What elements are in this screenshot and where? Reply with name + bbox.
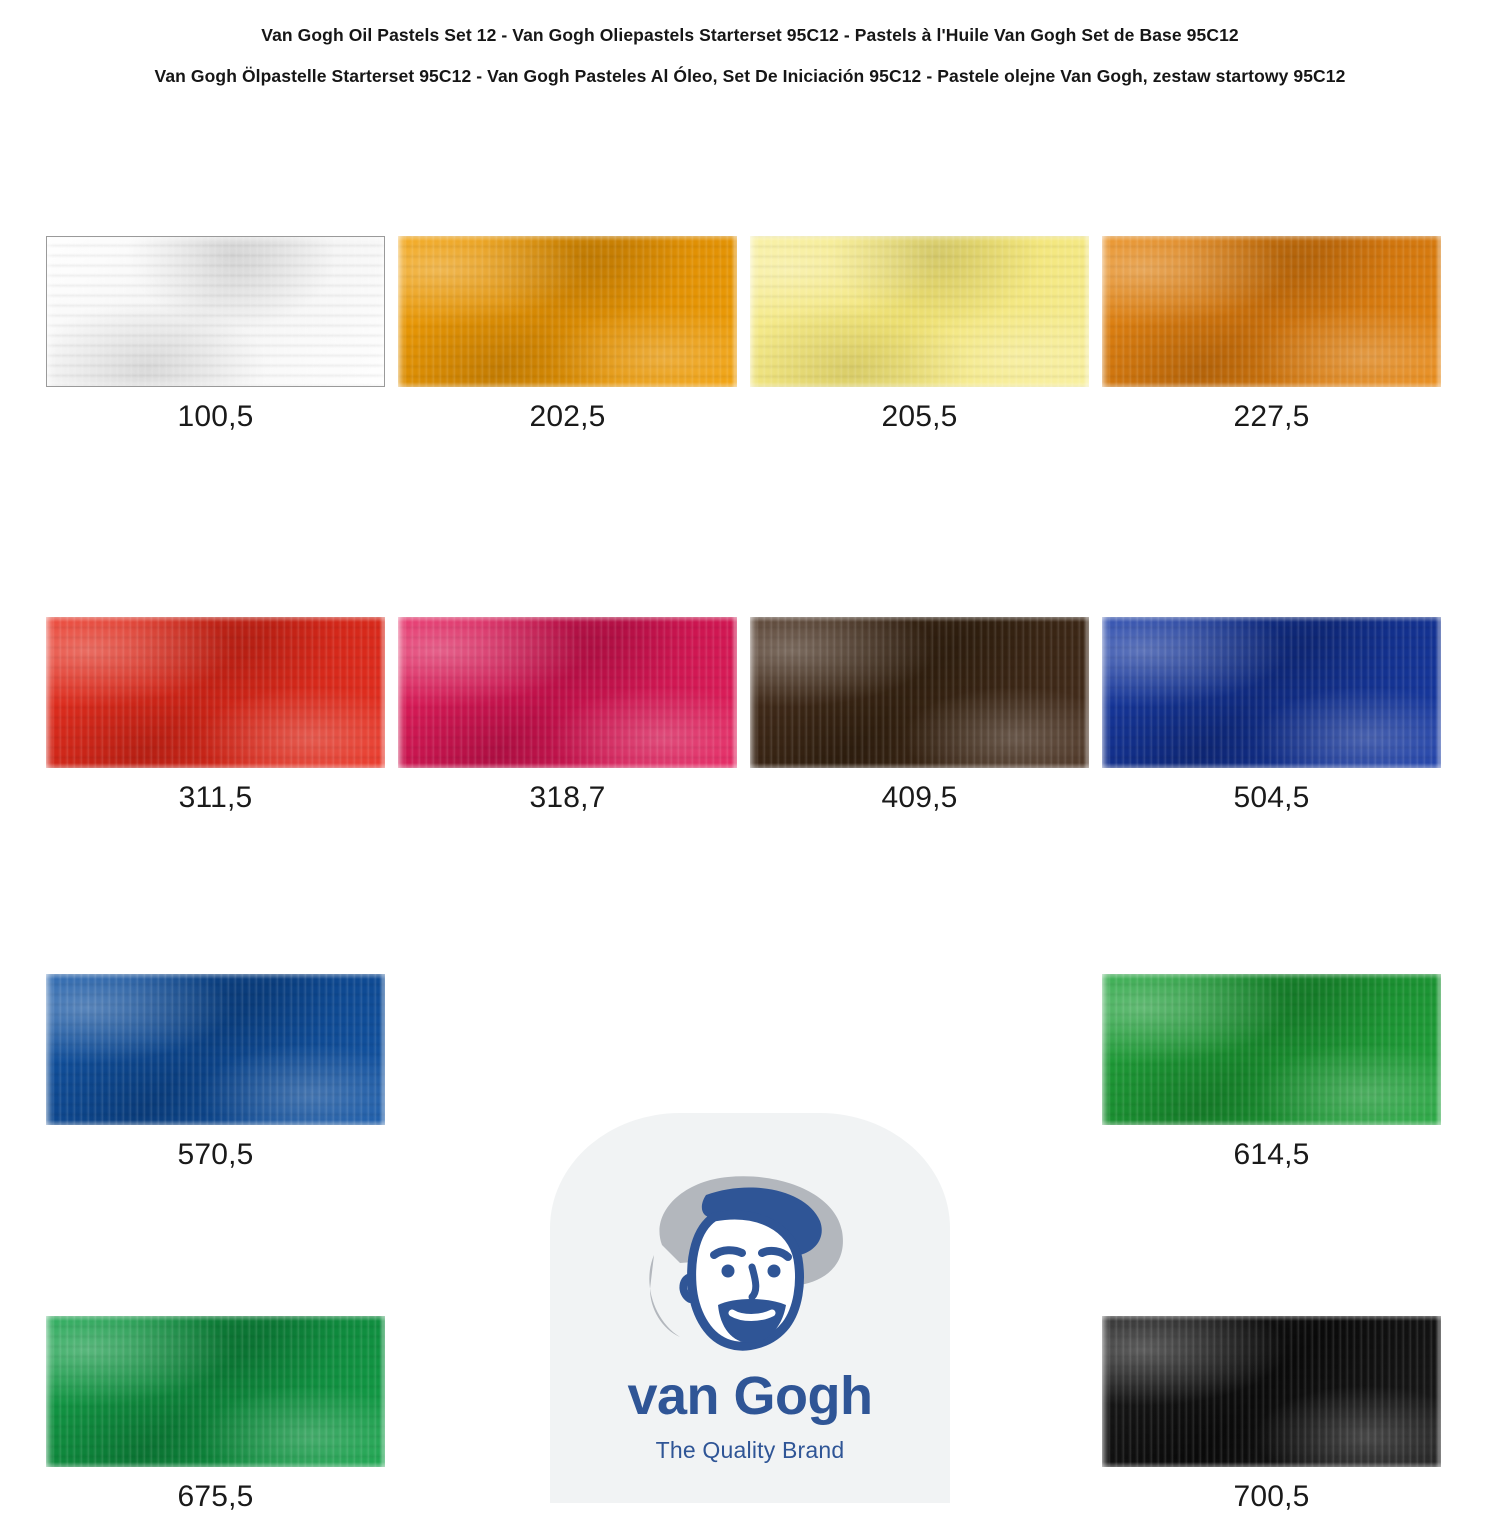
header-line-1: Van Gogh Oil Pastels Set 12 - Van Gogh Oliepastels Starterset 95C12 - Pastels à l'Huile Van Gogh Set de Base 95C12 [261, 25, 1239, 45]
swatch-cell [46, 974, 398, 1172]
header-line-2: Van Gogh Ölpastelle Starterset 95C12 - Van Gogh Pasteles Al Óleo, Set De Iniciación 95C12 - Pastele olejne Van Gogh, zestaw startowy 95C12 [154, 66, 1346, 87]
page-header [0, 22, 1500, 90]
swatch-code: 205,5 [881, 400, 958, 433]
logo-tagline: The Quality Brand [655, 1437, 845, 1463]
swatch-code: 318,7 [529, 781, 606, 814]
swatch-row [46, 617, 1456, 815]
color-swatch [1102, 1316, 1441, 1467]
swatch-row [46, 236, 1456, 434]
swatch-cell [1102, 236, 1454, 434]
row-spacer [46, 815, 1456, 974]
color-swatch [46, 236, 385, 387]
logo-wordmark: van Gogh [627, 1366, 873, 1426]
color-swatch [46, 617, 385, 768]
swatch-cell [750, 236, 1102, 434]
swatch-code: 504,5 [1233, 781, 1310, 814]
swatch-cell [46, 617, 398, 815]
color-swatch [750, 236, 1089, 387]
swatch-cell [1102, 974, 1454, 1172]
swatch-cell [398, 236, 750, 434]
swatch-code: 700,5 [1233, 1480, 1310, 1513]
swatch-code: 202,5 [529, 400, 606, 433]
swatch-code: 570,5 [177, 1138, 254, 1171]
swatch-code: 614,5 [1233, 1138, 1310, 1171]
swatch-cell [46, 1316, 398, 1514]
van-gogh-portrait-icon [610, 1159, 890, 1359]
swatch-code: 311,5 [178, 781, 253, 814]
color-swatch [1102, 617, 1441, 768]
swatch-code: 100,5 [177, 400, 254, 433]
color-swatch [46, 974, 385, 1125]
logo-inner [550, 1113, 950, 1503]
swatch-cell [1102, 1316, 1454, 1514]
swatch-cell [750, 617, 1102, 815]
swatch-code: 227,5 [1233, 400, 1310, 433]
color-swatch [750, 617, 1089, 768]
swatch-cell [46, 236, 398, 434]
color-swatch [1102, 974, 1441, 1125]
van-gogh-logo [550, 1113, 950, 1503]
swatch-code: 675,5 [177, 1480, 254, 1513]
row-spacer [46, 434, 1456, 617]
color-swatch [1102, 236, 1441, 387]
color-swatch [398, 236, 737, 387]
color-swatch [398, 617, 737, 768]
swatch-cell [398, 617, 750, 815]
swatch-code: 409,5 [881, 781, 958, 814]
color-swatch [46, 1316, 385, 1467]
swatch-cell [1102, 617, 1454, 815]
